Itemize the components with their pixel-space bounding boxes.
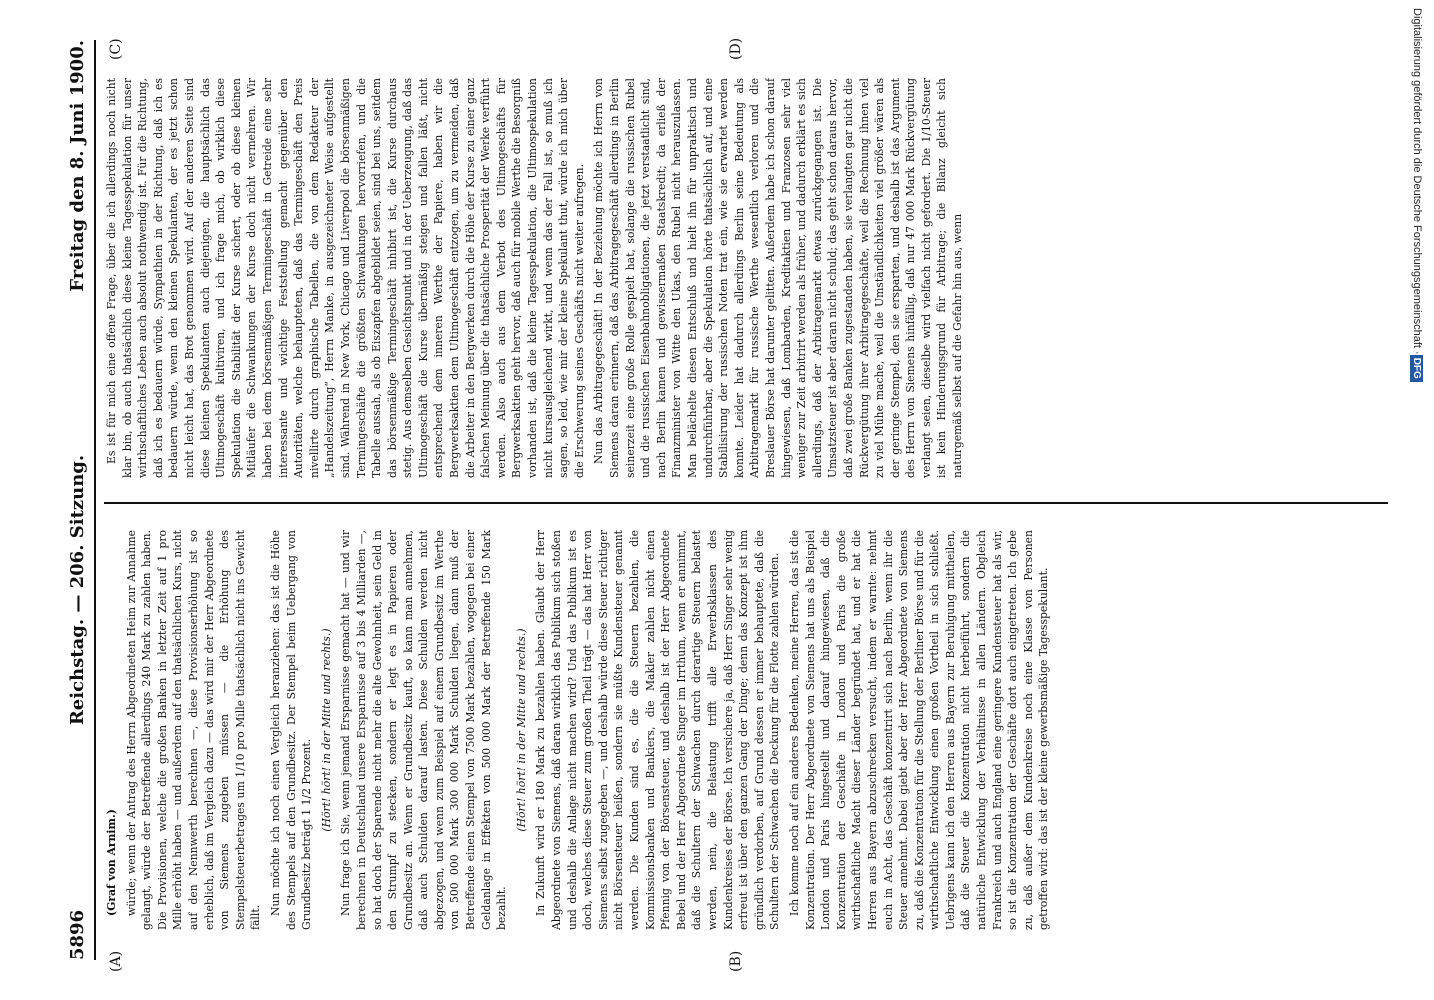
session-title: Reichstag. — 206. Sitzung. — [66, 454, 88, 726]
funding-text: Digitalisierung gefördert durch die Deutsche Forschungsgemeinschaft · — [1411, 8, 1423, 355]
margin-marker-c: (C) — [108, 38, 124, 60]
paragraph: würde; wenn der Antrag des Herrn Abgeordneten Heim zur Annahme gelangt, würde der Betreffende allerdings 240 Mark zu zahlen haben. Die Provisionen, welche die großen Banken in letzter Zeit auf 1 pro Mille erhöht haben — und außerdem auf den thatsächlichen Kurs, nicht auf den Nennwerth berechnen —, diese Provisionserhöhung ist so erheblich, daß im Vergleich dazu — das wird mir der Herr Abgeordnete von Siemens zugeben müssen — die Erhöhung des Stempelsteuerbetrages um 1/10 pro Mille thatsächlich nicht ins Gewicht fällt. — [124, 530, 263, 930]
margin-marker-a: (A) — [108, 950, 124, 972]
newspaper-page — [28, 0, 1408, 1000]
page-header — [60, 40, 96, 960]
interjection: (Hört! hört! in der Mitte und rechts.) — [319, 628, 333, 832]
speaker-label: (Graf von Arnim.) — [105, 809, 118, 916]
side-margin — [1400, 0, 1434, 1000]
paragraph: Nun das Arbitragegeschäft! In der Beziehung möchte ich Herrn von Siemens daran erinnern, daß das Arbitragegeschäft allerdings in Berlin seinerzeit eine große Rolle gespielt hat, solange die russischen Rubel und die russischen Eisenbahnobligationen, die jetzt verstaatlicht sind, nach Berlin kamen und gewissermaßen Staatskredit; da erließ der Finanzminister von Witte den Ukas, den Rubel nicht herauszulassen. Man belächelte diesen Entschluß und hielt ihn für unpraktisch und undurchführbar, aber die Spekulation hörte thatsächlich auf, und eine Stabilisirung der russischen Noten trat ein, wie sie erwartet werden konnte. Leider hat dadurch allerdings Berlin seine Bedeutung als Arbitragemarkt für russische Werthe wesentlich verloren und die Breslauer Börse hat darunter gelitten. Außerdem habe ich schon darauf hingewiesen, daß Lombarden, Kreditaktien und Franzosen sehr viel weniger zur Zeit arbitrirt werden als früher, und dadurch erklärt es sich allerdings, daß der Arbitragemarkt etwas zurückgegangen ist. Die Umsatzsteuer ist aber daran nicht schuld; das geht schon daraus hervor, daß zwei große Banken zugestanden haben, sie verlangten gar nicht die Rückvergütung ihrer Arbitragegeschäfte, weil die Rechnung ihnen viel zu viel Mühe mache, weil die Umständlichkeiten viel größer wären als der geringe Stempel, den sie ersparten, und deshalb ist das Argument des Herrn von Siemens hinfällig, daß nur 47 000 Mark Rückvergütung verlangt seien, dieselbe wird vielfach nicht gefordert. Die 1/10-Steuer ist kein Hinderungsgrund für Arbitrage; die Bilanz gleicht sich naturgemäß selbst auf die Gefahr hin aus, wenn — [592, 78, 965, 478]
session-date: Freitag den 8. Juni 1900. — [66, 40, 88, 292]
column-divider — [104, 502, 1388, 504]
funding-note — [1400, 0, 1434, 1000]
paragraph: Nun frage ich Sie, wenn jemand Ersparnisse gemacht hat — und wir berechnen in Deutschland unsere Ersparnisse auf 3 bis 4 Milliarden —, so hat doch der Sparende nicht mehr die alte Gewohnheit, sein Geld in den Strumpf zu stecken, sondern er legt es in Papieren oder Grundbesitz an. Wenn er Grundbesitz kauft, so kann man annehmen, daß auch Schulden darauf lasten. Diese Schulden werden nicht abgezogen, und wenn zum Beispiel auf einem Grundbesitz im Werthe von 500 000 Mark 300 000 Mark Schulden liegen, dann muß der Betreffende einen Stempel von 7500 Mark bezahlen, wogegen bei einer Geldanlage in Effekten von 500 000 Mark der Betreffende 150 Mark bezahlt. — [339, 530, 509, 930]
left-column — [104, 530, 1388, 930]
interjection: (Hört! hört! in der Mitte und rechts.) — [514, 628, 528, 832]
margin-marker-b: (B) — [728, 950, 744, 972]
paragraph: Nun möchte ich noch einen Vergleich heranziehen: das ist die Höhe des Stempels auf den Grundbesitz. Der Stempel beim Uebergang von Grundbesitz beträgt 1 1/2 Prozent. — [268, 530, 314, 930]
paragraph: Ich komme noch auf ein anderes Bedenken, meine Herren, das ist die Konzentration. Der Herr Abgeordnete von Siemens hat uns als Beispiel London und Paris hingestellt und darauf hingewiesen, daß die Konzentration der Geschäfte in London und Paris die große wirthschaftliche Macht dieser Länder begründet hat, und er hat die Herren aus Bayern abzuschrecken versucht, indem er warnte: nehmt euch in Acht, das Geschäft konzentrirt sich nach Berlin, wenn ihr die Steuer annehmt. Dabei giebt aber der Herr Abgeordnete von Siemens zu, daß die Konzentration für die Stellung der Berliner Börse und für die wirthschaftliche Entwicklung einen großen Vortheil in sich schließt. Uebrigens kann ich den Herren aus Bayern zur Beruhigung mittheilen, daß die Steuer die Konzentration nicht herbeiführt, sondern die natürliche Entwicklung der Verhältnisse in allen Ländern. Obgleich Frankreich und auch England eine geringere Kundensteuer hat als wir, so ist die Konzentration der Geschäfte dort auch eingetreten. Ich gebe zu, daß außer dem Kundenkreise noch eine Klasse von Personen getroffen wird: das ist der kleine gewerbsmäßige Tagesspekulant. — [787, 530, 1051, 930]
margin-marker-d: (D) — [728, 37, 744, 60]
page-number: 5896 — [66, 909, 88, 960]
paragraph: In Zukunft wird er 180 Mark zu bezahlen haben. Glaubt der Herr Abgeordnete von Siemens, daß daran wirklich das Publikum sich stoßen und deshalb die Anlage nicht machen wird? Und das Publikum ist es doch, welches diese Steuer zum großen Theil trägt — das hat Herr von Siemens selbst zugegeben —, und deshalb würde diese Steuer richtiger nicht Börsensteuer heißen, sondern sie müßte Kundensteuer genannt werden. Die Kunden sind es, die die Steuern bezahlen, die Kommissionsbanken und Bankiers, die Makler zahlen nicht einen Pfennig von der Börsensteuer, und deshalb ist der Herr Abgeordnete Bebel und der Herr Abgeordnete Singer im Irrthum, wenn er annimmt, daß die Schultern der Schwachen durch derartige Steuern belastet werden, nein, die Belastung trifft alle Erwerbsklassen des Kundenkreises der Börse. Ich versichere ja, daß Herr Singer sehr wenig erfreut ist über den ganzen Gang der Dinge; denn das Konzept ist ihm gründlich verdorben, auf Grund dessen er immer behauptete, daß die Schultern der Schwachen die Deckung für die Flotte zahlen würden. — [534, 530, 782, 930]
right-column — [104, 78, 1388, 478]
paragraph: Es ist für mich eine offene Frage, über die ich allerdings noch nicht klar bin, ob auch thatsächlich diese kleine Tagesspekulation für unser wirthschaftliches Leben auch absolut nothwendig ist. Für die Richtung, daß ich es bedauern würde, Sympathien in der Richtung, daß ich es bedauern würde, wenn den kleinen Spekulanten, der es jetzt schon nicht leicht hat, das Brot genommen wird. Auf der anderen Seite sind diese kleinen Spekulanten auch diejenigen, die hauptsächlich das Ultimogeschäft kultiviren, und ich frage mich, ob wirklich diese Spekulation die Stabilität der Kurse sichert, oder ob diese kleinen Mitläufer die Schwankungen der Kurse doch nicht vermehren. Wir haben bei dem börsenmäßigen Termingeschäft in Getreide eine sehr interessante und wichtige Feststellung gemacht gegenüber den Autoritäten, welche behaupteten, daß das Termingeschäft den Preis nivellirte durch graphische Tabellen, die von dem Redakteur der „Handelszeitung“, Herrn Manke, in ausgezeichneter Weise aufgestellt sind. Während in New York, Chicago und Liverpool die börsenmäßigen Termingeschäfte die größten Schwankungen hervorriefen, und die Tabelle aussah, als ob Eiszapfen abgebildet seien, sind bei uns, seitdem das börsenmäßige Termingeschäft inhibirt ist, die Kurse durchaus stetig. Aus demselben Gesichtspunkt und in der Ueberzeugung, daß das Ultimogeschäft die Kurse übermäßig steigen und fallen läßt, nicht entsprechend dem inneren Werthe der Papiere, haben wir die Bergwerksaktien dem Ultimogeschäft entzogen, um zu vermeiden, daß die Arbeiter in den Bergwerken durch die Höhe der Kurse zu einer ganz falschen Meinung über die thatsächliche Prosperität der Werke verführt werden. Also auch aus dem Verbot des Ultimogeschäfts für Bergwerksaktien geht hervor, daß auch für mobile Werthe die Besorgniß vorhanden ist, daß die kleine Tagesspekulation, die Ultimospekulation nicht kursausgleichend wirkt, und wenn das der Fall ist, so muß ich sagen, so leid, wie mir der kleine Spekulant thut, würde ich mich über die Erschwerung seines Geschäfts nicht weiter aufregen. — [105, 78, 586, 478]
dfg-logo: DFG — [1411, 355, 1424, 382]
